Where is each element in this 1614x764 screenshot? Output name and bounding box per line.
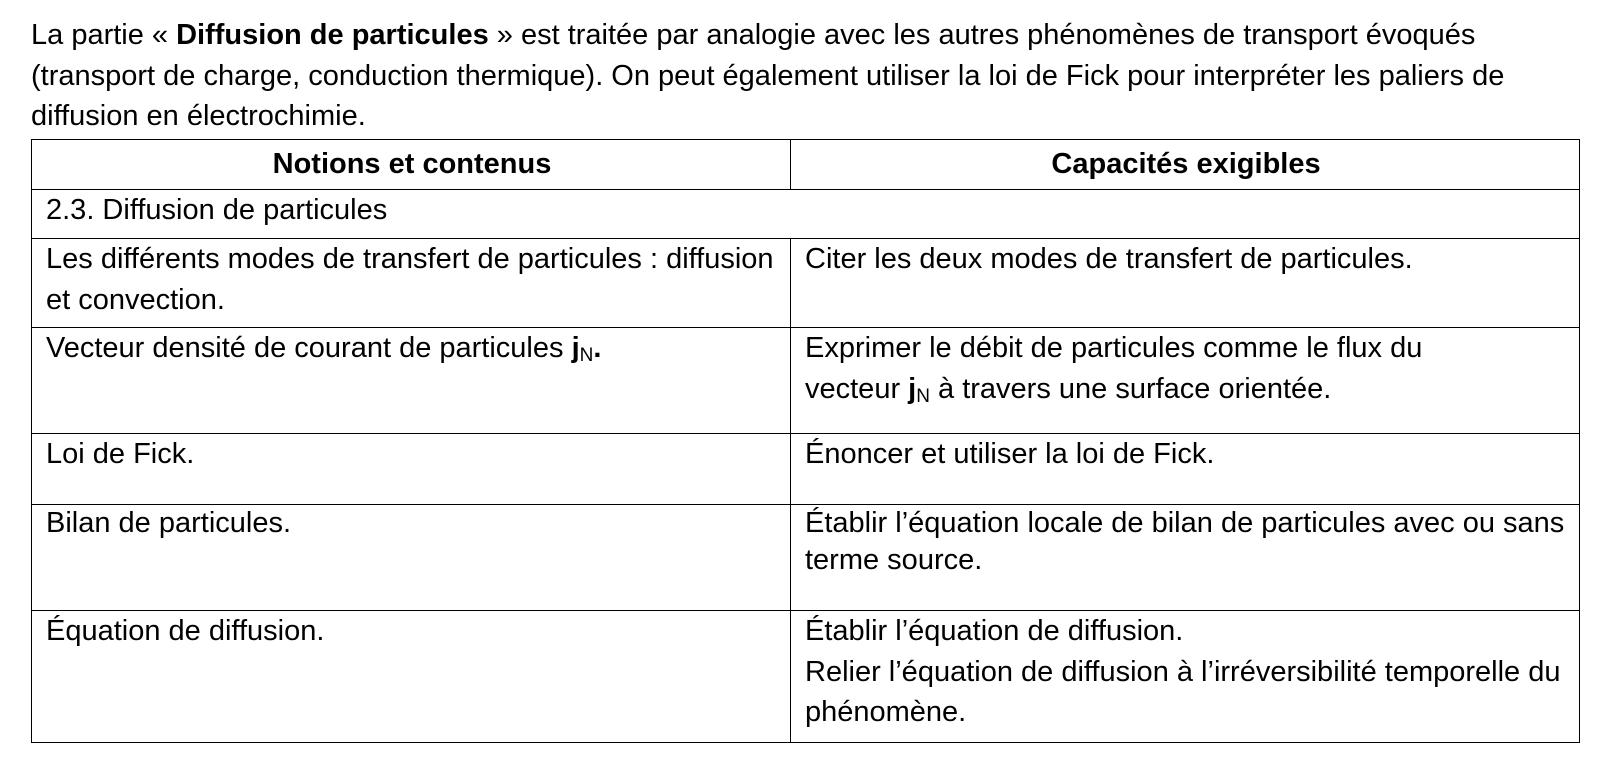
intro-prefix: La partie « bbox=[31, 19, 177, 51]
vector-symbol: j bbox=[908, 372, 917, 405]
table-row bbox=[32, 505, 1580, 611]
notion-period: . bbox=[593, 332, 602, 364]
intro-suffix: » est traitée par analogie avec les autres phénomènes de transport évoqués (transport de charge, conduction thermique). On peut également utiliser la loi de Fick pour interpréter les paliers de diffusion en électrochimie. bbox=[31, 19, 1505, 132]
notion-cell: Les différents modes de transfert de particules : diffusion et convection. bbox=[32, 239, 791, 328]
capacite-cell: Énoncer et utiliser la loi de Fick. bbox=[791, 434, 1580, 505]
table-row bbox=[32, 328, 1580, 434]
notion-cell: Équation de diffusion. bbox=[32, 611, 791, 743]
section-row bbox=[32, 190, 1580, 239]
notion-text: Vecteur densité de courant de particules bbox=[46, 332, 572, 364]
table-row bbox=[32, 239, 1580, 328]
capacite-text: à travers une surface orientée. bbox=[929, 372, 1332, 405]
notion-cell: Loi de Fick. bbox=[32, 434, 791, 505]
capacite-line: Établir l’équation de diffusion. bbox=[805, 615, 1184, 647]
capacite-cell: Citer les deux modes de transfert de particules. bbox=[791, 239, 1580, 328]
intro-paragraph bbox=[31, 15, 1591, 137]
vector-subscript: N bbox=[579, 345, 594, 366]
notion-cell bbox=[32, 328, 791, 434]
header-capacites: Capacités exigibles bbox=[791, 140, 1580, 190]
table-row bbox=[32, 434, 1580, 505]
capacite-line: Relier l’équation de diffusion à l’irréversibilité temporelle du phénomène. bbox=[805, 655, 1561, 728]
capacite-cell bbox=[791, 611, 1580, 743]
section-title: 2.3. Diffusion de particules bbox=[32, 190, 1580, 239]
intro-bold-term: Diffusion de particules bbox=[176, 19, 489, 51]
header-notions: Notions et contenus bbox=[32, 140, 791, 190]
capacite-cell bbox=[791, 328, 1580, 434]
vector-subscript: N bbox=[916, 385, 930, 407]
capacite-text: vecteur bbox=[805, 372, 909, 405]
program-table bbox=[31, 139, 1580, 743]
vector-symbol: j bbox=[571, 332, 580, 364]
notion-cell: Bilan de particules. bbox=[32, 505, 791, 611]
capacite-cell: Établir l’équation locale de bilan de particules avec ou sans terme source. bbox=[791, 505, 1580, 611]
table-row bbox=[32, 611, 1580, 743]
table-header-row bbox=[32, 140, 1580, 190]
capacite-line: Exprimer le débit de particules comme le flux du bbox=[805, 332, 1423, 364]
